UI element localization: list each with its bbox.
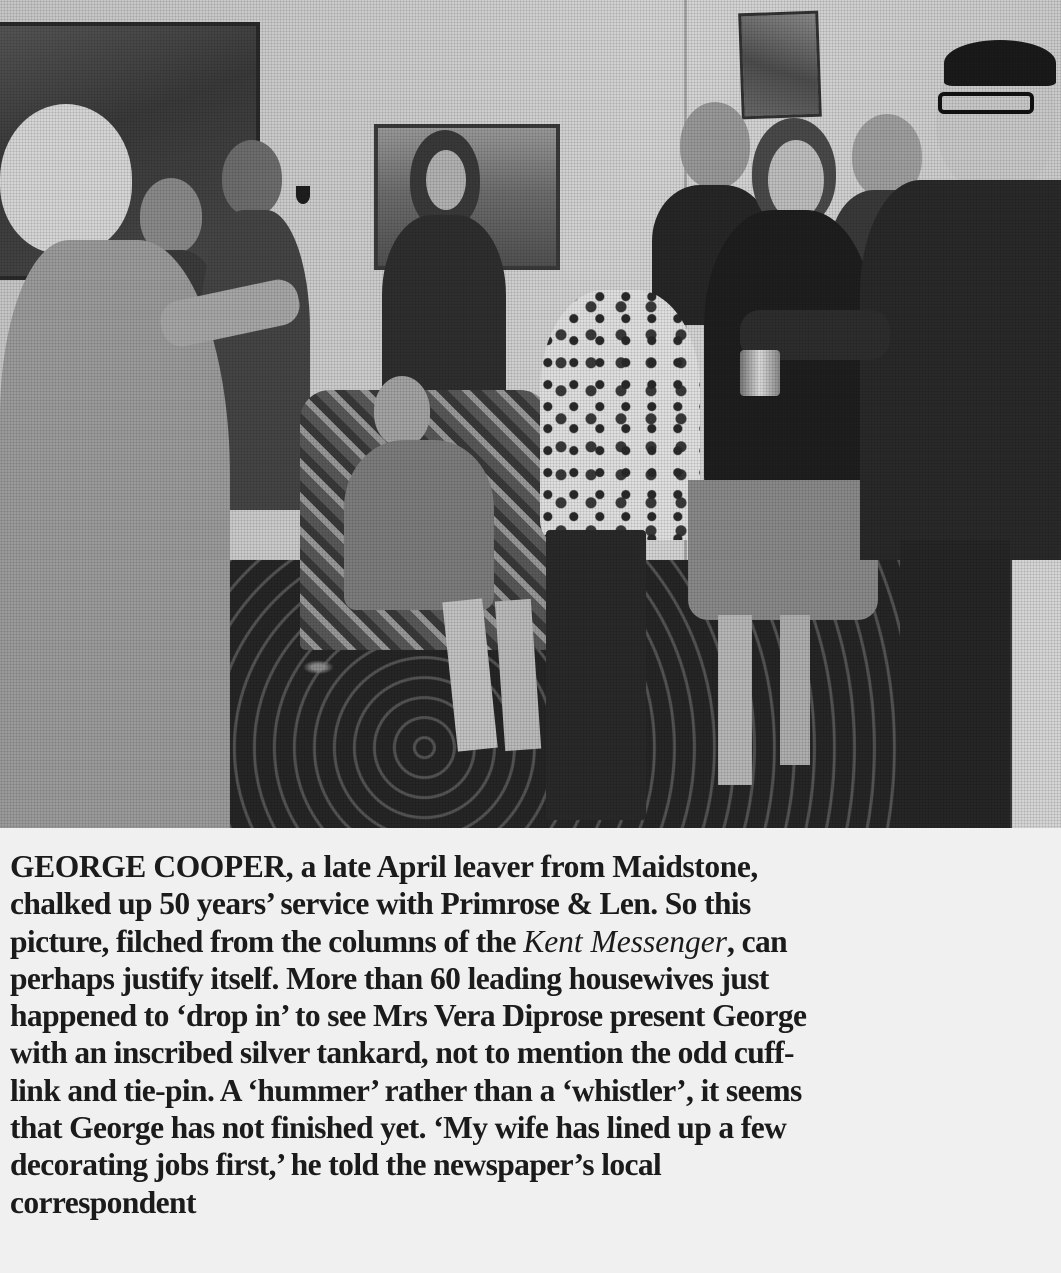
caption-line-3: picture, filched from the columns of the Kent Messenger, can <box>10 923 788 959</box>
caption-line-1: GEORGE COOPER, a late April leaver from Maidstone, <box>10 849 758 884</box>
caption-subject-name: GEORGE COOPER <box>10 849 286 884</box>
caption-line-4: perhaps justify itself. More than 60 leading housewives just <box>10 960 769 996</box>
publication-name: Kent Messenger <box>523 923 728 959</box>
photo-caption <box>10 848 1055 1221</box>
caption-line-6: with an inscribed silver tankard, not to mention the odd cuff- <box>10 1035 794 1071</box>
caption-line-8: that George has not finished yet. ‘My wife has lined up a few <box>10 1110 787 1146</box>
caption-line-2: chalked up 50 years’ service with Primrose & Len. So this <box>10 886 751 922</box>
caption-line-5: happened to ‘drop in’ to see Mrs Vera Diprose present George <box>10 998 807 1034</box>
caption-line-10: correspondent <box>10 1184 196 1220</box>
caption-line-7: link and tie-pin. A ‘hummer’ rather than a ‘whistler’, it seems <box>10 1072 802 1108</box>
caption-line-9: decorating jobs first,’ he told the newspaper’s local <box>10 1147 662 1183</box>
silver-tankard <box>740 350 780 396</box>
small-painting <box>738 11 822 120</box>
